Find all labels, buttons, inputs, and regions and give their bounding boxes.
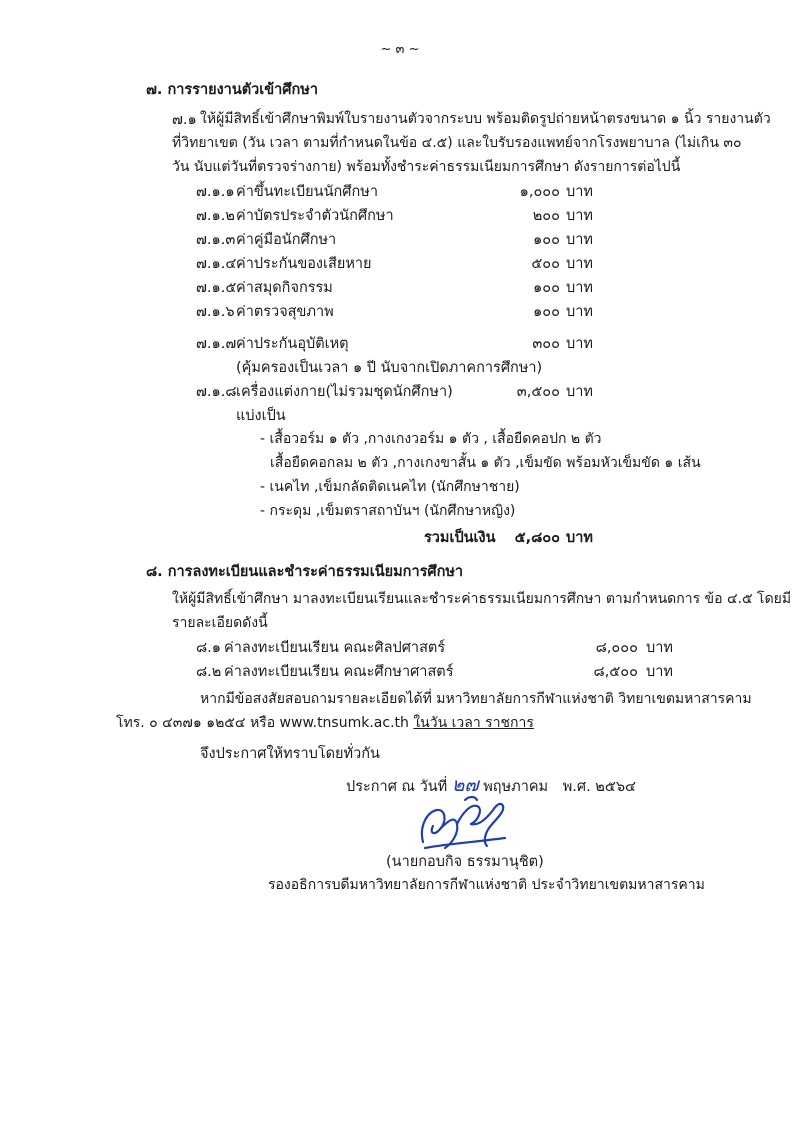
item-7-1-number: ๗.๑	[172, 112, 197, 128]
fee-amount: ๓๐๐	[532, 336, 560, 352]
fee-label: ค่าสมุดกิจกรรม	[236, 280, 333, 296]
uniform-line: - เสื้อวอร์ม ๑ ตัว ,กางเกงวอร์ม ๑ ตัว , เสื้อยืดคอปก ๒ ตัว	[260, 431, 602, 447]
contact-line1: หากมีข้อสงสัยสอบถามรายละเอียดได้ที่ มหาวิทยาลัยการกีฬาแห่งชาติ วิทยาเขตมหาสารคาม	[200, 691, 752, 707]
signatory-name: (นายกอบกิจ ธรรมานุชิต)	[386, 854, 544, 870]
fee-amount: ๕๐๐	[531, 256, 560, 272]
fee-label: ค่าประกันอุบัติเหตุ	[236, 336, 349, 352]
fee-amount: ๘,๐๐๐	[595, 640, 638, 656]
fee-code: ๘.๑	[196, 640, 221, 656]
insurance-note: (คุ้มครองเป็นเวลา ๑ ปี นับจากเปิดภาคการศึกษา)	[236, 360, 543, 376]
fee-label: ค่าประกันของเสียหาย	[236, 256, 372, 272]
announce-year: พ.ศ. ๒๕๖๔	[562, 779, 637, 795]
fee-label: ค่าขึ้นทะเบียนนักศึกษา	[236, 184, 378, 200]
fee-code: ๗.๑.๑	[196, 184, 235, 200]
page-number: ~ ๓ ~	[380, 42, 420, 57]
section-8-heading: ๘. การลงทะเบียนและชำระค่าธรรมเนียมการศึกษา	[146, 564, 464, 580]
fee-code: ๗.๑.๕	[196, 280, 237, 296]
divide-label: แบ่งเป็น	[236, 408, 286, 424]
fee-label: ค่าคู่มือนักศึกษา	[236, 232, 337, 248]
fee-amount: ๑๐๐	[533, 232, 560, 248]
fee-unit: บาท	[566, 232, 593, 248]
handwritten-day: ๒๗	[451, 774, 479, 796]
contact-line2	[116, 712, 534, 734]
item-7-1-line3: วัน นับแต่วันที่ตรวจร่างกาย) พร้อมทั้งชำระค่าธรรมเนียมการศึกษา ดังรายการต่อไปนี้	[172, 159, 681, 175]
fee-unit: บาท	[566, 208, 593, 224]
fee-unit: บาท	[566, 336, 593, 352]
fee-label: ค่าบัตรประจำตัวนักศึกษา	[236, 208, 394, 224]
item-7-1-line2: ที่วิทยาเขต (วัน เวลา ตามที่กำหนดในข้อ ๔.๕) และใบรับรองแพทย์จากโรงพยาบาล (ไม่เกิน ๓๐	[172, 135, 742, 151]
fee-amount: ๑,๐๐๐	[519, 184, 560, 200]
fee-unit: บาท	[646, 640, 673, 656]
fee-unit: บาท	[566, 384, 593, 400]
fee-code: ๗.๑.๘	[196, 384, 237, 400]
fee-code: ๘.๒	[196, 664, 222, 680]
fee-amount: ๑๐๐	[533, 280, 560, 296]
uniform-line: เสื้อยืดคอกลม ๒ ตัว ,กางเกงขาสั้น ๑ ตัว ,เข็มขัด พร้อมหัวเข็มขัด ๑ เส้น	[270, 455, 701, 471]
total-unit: บาท	[566, 530, 593, 546]
fee-unit: บาท	[646, 664, 673, 680]
total-amount: ๕,๘๐๐	[514, 530, 560, 546]
fee-code: ๗.๑.๔	[196, 256, 237, 272]
announce-month: พฤษภาคม	[483, 779, 549, 795]
fee-amount: ๑๐๐	[533, 304, 560, 320]
section-8-para-line2: รายละเอียดดังนี้	[172, 615, 268, 631]
fee-amount: ๓,๕๐๐	[516, 384, 560, 400]
fee-amount: ๒๐๐	[532, 208, 560, 224]
contact-phone-web: โทร. ๐ ๔๓๗๑ ๑๒๕๔ หรือ www.tnsumk.ac.th	[116, 715, 409, 731]
fee-unit: บาท	[566, 256, 593, 272]
contact-office-hours: ในวัน เวลา ราชการ	[413, 715, 534, 731]
fee-code: ๗.๑.๓	[196, 232, 236, 248]
announce-prefix: ประกาศ ณ วันที่	[346, 779, 448, 795]
fee-unit: บาท	[566, 280, 593, 296]
signatory-title: รองอธิการบดีมหาวิทยาลัยการกีฬาแห่งชาติ ประจำวิทยาเขตมหาสารคาม	[268, 877, 705, 893]
fee-label: ค่าตรวจสุขภาพ	[236, 304, 334, 320]
item-7-1-line1: ให้ผู้มีสิทธิ์เข้าศึกษาพิมพ์ใบรายงานตัวจากระบบ พร้อมติดรูปถ่ายหน้าตรงขนาด ๑ นิ้ว รายงานตัว	[200, 111, 771, 127]
fee-label: ค่าลงทะเบียนเรียน คณะศิลปศาสตร์	[224, 640, 446, 656]
closing-text: จึงประกาศให้ทราบโดยทั่วกัน	[200, 746, 380, 762]
fee-label: เครื่องแต่งกาย(ไม่รวมชุดนักศึกษา)	[236, 384, 453, 400]
total-label: รวมเป็นเงิน	[424, 530, 496, 546]
fee-code: ๗.๑.๗	[196, 336, 237, 352]
fee-code: ๗.๑.๒	[196, 208, 235, 224]
section-8-para-line1: ให้ผู้มีสิทธิ์เข้าศึกษา มาลงทะเบียนเรียนและชำระค่าธรรมเนียมการศึกษา ตามกำหนดการ ข้อ ๔.๕ โดยมี	[172, 591, 792, 607]
fee-code: ๗.๑.๖	[196, 304, 235, 320]
fee-unit: บาท	[566, 304, 593, 320]
fee-label: ค่าลงทะเบียนเรียน คณะศึกษาศาสตร์	[224, 664, 454, 680]
section-7-heading: ๗. การรายงานตัวเข้าศึกษา	[146, 82, 318, 98]
uniform-line: - เนคไท ,เข็มกลัดติดเนคไท (นักศึกษาชาย)	[260, 479, 520, 495]
uniform-line: - กระดุม ,เข็มตราสถาบันฯ (นักศึกษาหญิง)	[260, 503, 516, 519]
fee-unit: บาท	[566, 184, 593, 200]
fee-amount: ๘,๕๐๐	[593, 664, 638, 680]
